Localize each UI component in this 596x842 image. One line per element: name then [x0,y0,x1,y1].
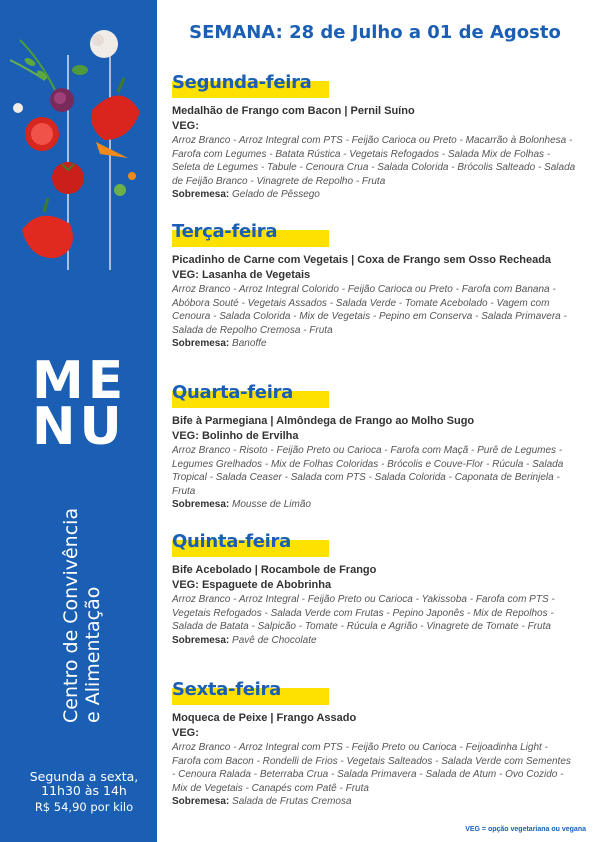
main-dishes: Moqueca de Peixe | Frango Assado [172,712,357,724]
veg-footnote: VEG = opção vegetariana ou vegana [465,826,586,833]
dessert [172,795,576,809]
veg-option: VEG: [172,120,199,132]
menu-heading-line2: NU [32,397,126,457]
day-monday [172,70,576,202]
main-dishes: Bife à Parmegiana | Almôndega de Frango ao Molho Sugo [172,415,475,427]
menu-heading [32,351,142,457]
main-dishes: Bife Acebolado | Rocambole de Frango [172,564,377,576]
dessert-value: Salada de Frutas Cremosa [232,796,352,807]
day-tuesday [172,219,576,351]
dessert-value: Banoffe [232,338,267,349]
side-dishes: Arroz Branco - Arroz Integral - Feijão Preto ou Carioca - Yakissoba - Farofa com PTS - Vegetais Refogados - Salada Verde com Frutas - Pepino Japonês - Mix de Repolhos - Salada de Batata - Salpicão - Tomate - Rúcula e Agrião - Vinagrete de Tomate - Fruta [172,594,555,632]
side-dishes: Arroz Branco - Risoto - Feijão Preto ou Carioca - Farofa com Maçã - Purê de Legumes - Legumes Grelhados - Mix de Folhas Coloridas - Brócolis e Couve-Flor - Rúcula - Salada Tropical - Salada Ceaser - Salada com PTS - Salada Colorida - Caponata de Berinjela - Fruta [172,445,564,497]
veg-option: VEG: [172,727,199,739]
side-dishes: Arroz Branco - Arroz Integral Colorido - Feijão Carioca ou Preto - Farofa com Banana - Abóbora Souté - Vegetais Assados - Salada Verde - Tomate Acebolado - Vagem com Cenoura - Salada Colorida - Mix de Vegetais - Pepino em Conserva - Salada Primavera - Salada de Repolho Cremosa - Fruta [172,284,567,336]
venue-name [60,478,110,723]
opening-hours [14,770,154,814]
day-title: Quinta-feira [172,531,291,552]
price-per-kilo: R$ 54,90 por kilo [34,800,134,814]
sidebar [0,0,157,842]
side-dishes: Arroz Branco - Arroz Integral com PTS - Feijão Preto ou Carioca - Feijoadinha Light - Farofa com Bacon - Rondelli de Frios - Vegetais Salteados - Salada Verde com Sementes - Cenoura Ralada - Beterraba Crua - Salada Primavera - Salada de Atum - Ovo Cozido - Mix de Vegetais - Canapés com Patê - Fruta [172,742,571,794]
day-friday [172,677,576,809]
dessert-label: Sobremesa: [172,796,230,807]
veg-option: VEG: Espaguete de Abobrinha [172,579,332,591]
veg-option: VEG: Bolinho de Ervilha [172,430,299,442]
dessert-label: Sobremesa: [172,189,230,200]
dessert-value: Mousse de Limão [232,499,311,510]
dessert-label: Sobremesa: [172,634,230,646]
day-title: Segunda-feira [172,72,312,93]
dessert-value: Pavê de Chocolate [232,634,317,646]
vegetables-illustration [0,0,157,270]
day-title: Sexta-feira [172,679,281,700]
venue-name-line2: e Alimentação [82,586,104,723]
veg-option: VEG: Lasanha de Vegetais [172,269,311,281]
day-thursday [172,529,576,648]
dessert-label: Sobremesa: [172,338,230,349]
venue-name-line1: Centro de Convivência [60,507,82,723]
hours-time: 11h30 às 14h [41,783,127,798]
day-wednesday [172,380,576,512]
week-title: SEMANA: 28 de Julho a 01 de Agosto [189,22,561,43]
dessert [172,337,576,351]
dessert [172,634,576,648]
main-dishes: Medalhão de Frango com Bacon | Pernil Suíno [172,105,415,117]
dessert-value: Gelado de Pêssego [232,189,320,200]
hours-days: Segunda a sexta, [29,769,139,784]
menu-heading-line1: ME [32,351,128,411]
dessert-label: Sobremesa: [172,499,230,510]
side-dishes: Arroz Branco - Arroz Integral com PTS - Feijão Carioca ou Preto - Macarrão à Bolonhesa - Farofa com Legumes - Batata Rústica - Vegetais Refogados - Salada Mix de Folhas - Seleta de Legumes - Tabule - Cenoura Crua - Salada Colorida - Brócolis Salteado - Salada de Feijão Branco - Vinagrete de Repolho - Fruta [172,135,576,187]
day-title: Quarta-feira [172,382,293,403]
dessert [172,498,576,512]
dessert [172,188,576,202]
day-title: Terça-feira [172,221,278,242]
main-dishes: Picadinho de Carne com Vegetais | Coxa de Frango sem Osso Recheada [172,254,552,266]
